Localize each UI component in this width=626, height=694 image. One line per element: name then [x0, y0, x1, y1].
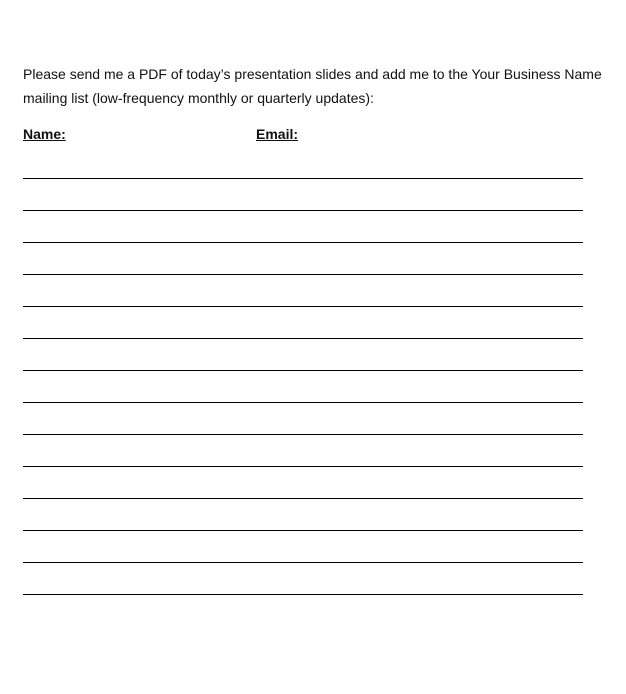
signup-line — [23, 434, 583, 466]
signup-line — [23, 466, 583, 498]
signup-line — [23, 306, 583, 338]
intro-line-2: mailing list (low-frequency monthly or quarterly updates): — [23, 90, 374, 106]
signup-line — [23, 594, 583, 626]
signup-line — [23, 562, 583, 594]
signup-line — [23, 530, 583, 562]
signup-line — [23, 210, 583, 242]
name-column-header: Name: — [23, 126, 66, 142]
email-column-header: Email: — [256, 126, 299, 142]
signup-line — [23, 338, 583, 370]
signup-line — [23, 178, 583, 210]
signup-line — [23, 370, 583, 402]
signup-line — [23, 402, 583, 434]
signup-lines — [23, 178, 583, 626]
intro-text — [23, 62, 602, 110]
intro-line-1: Please send me a PDF of today’s presentation slides and add me to the Your Business Name — [23, 66, 602, 82]
signup-line — [23, 242, 583, 274]
signup-line — [23, 274, 583, 306]
signup-line — [23, 498, 583, 530]
